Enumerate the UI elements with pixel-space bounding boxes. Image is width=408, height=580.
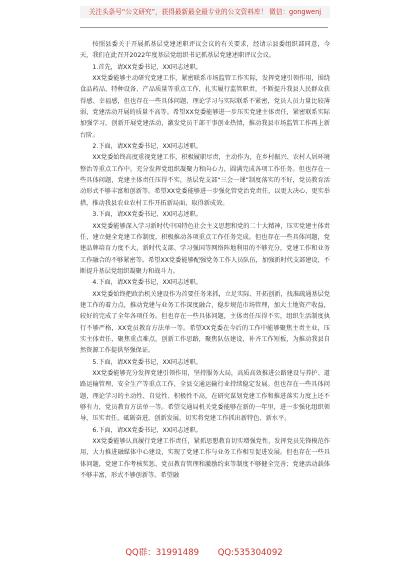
paragraph: 1.首先，请XX党委书记，XX同志述职。 (92, 63, 202, 71)
paragraph: XX党委始终高度重视党建工作，积极履职尽责，主动作为，在乡村振兴、农村人居环境整治等重点工作中，充分发挥党组织凝聚力和向心力，圆满完成各项工作任务。但也存在一些具体问题，党建主体责任压得不实，基层党支部“三会一课”制度落实的不好，党员教育活动形式不够丰富和创新等。希望XX党委能够进一步强化管党治党责任，以更大决心、更实举措，推动我县农业农村工作开拓新局面、取得新成效。 (80, 154, 330, 207)
paragraph: 5.下面，请XX党委书记，XX同志述职。 (92, 358, 202, 366)
paragraph: 3.下面，请XX党委书记，XX同志述职。 (92, 211, 202, 219)
footer-qq: QQ:535304092 (217, 548, 283, 558)
paragraph: XX党委始终把政治机关建设作为首要任务来抓，立足实际、开拓创新，找准疏通基层党建工作的着力点，推动党建与业务工作深度融合，稳步规范市场管理，加大土地资产收益，较好的完成了全年各项任务。但也存在一些具体问题，主体责任压得不实，组织生活制度执行不够严格，XX党员教育方法单一等。希望XX党委在今后的工作中能够聚焦主责主业，压实主体责任，聚焦重点难点，创新工作思路，聚焦队伍建设，补齐工作短板，为推动我县自然资源工作提供坚强保证。 (80, 290, 330, 355)
paragraph: XX党委能够主动研究党建工作，紧密联系市场监管工作实际，发挥党建引领作用，围绕食品药品、特种设备、产品质量等重点工作，扎实履行监管职责，不断提升我县人民群众获得感、幸福感，但也存在一些具体问题，理论学习与实际联系不紧密，党员人员力量比较薄弱，党建活动开展的质量不高等。希望XX党委能够进一步压实党建主体责任，紧密联系实际加强学习，创新开展党建活动，激发党员干部干事创业热情，推动我县市场监管工作再上新台阶。 (80, 75, 330, 139)
paragraph: 6.下面，请XX党委书记，XX同志述职。 (92, 426, 202, 434)
paragraph: 4.下面，请XX党委书记，XX同志述职。 (92, 279, 202, 287)
paragraph: XX党委能够充分发挥党建引领作用，坚持服务大局，高质高效推进公路建设与养护、道路运输管理、安全生产等重点工作，全县交通运输行业持续稳定发展。但也存在一些具体问题，理论学习的主动性、自觉性、积极性不高，在研究谋划党建工作和推进落实力度上还不够有力，党员教育方法单一等。希望交通局机关党委能够在新的一年里，进一步强化组织领导，压实责任，砥砺奋进，创新发展，切实将党建工作抓出新特色、新水平。 (80, 369, 330, 423)
paragraph: 按照县委关于开展抓基层党建述职评议会议的有关要求，经请示县委组织部同意，今天，我们在此召开2022年度基层党组织书记抓基层党建述职评议会议。 (80, 41, 330, 60)
footer-qq-group: QQ群：31991489 (125, 548, 200, 558)
paragraph: XX党委能够深入学习新时代中国特色社会主义思想和党的二十大精神，压实党建主体责任，建立健全党建工作制度，积极推动各项重点工作任务完成。但也存在一些具体问题，党建品牌培育力度不大，新时代支部、学习强国等网络阵地利用的不够充分，党建工作和业务工作融合的不够紧密等。希望XX党委能够配强党务工作人员队伍，加强新时代支部建设，不断提升基层党组织凝聚力和战斗力。 (80, 222, 330, 275)
footer-contact (0, 546, 408, 558)
paragraph: XX党委能够认真履行党建工作责任，紧抓思想教育切实增强党性，发挥党员先锋模范作用，大力推进融媒体中心建设，实现了党建工作与业务工作相互促进发展。但也存在一些具体问题，党建工作考核奖惩、党员教育管理和激励约束等制度不够健全完善；党建活动载体不够丰富，形式不够创新等。希望融 (80, 438, 330, 480)
header-banner: 关注头条号“公文研究”，获得最新最全最专业的公文资料库！ 微信：gongwenj (80, 6, 330, 18)
header-divider (80, 27, 328, 28)
document-body (80, 39, 330, 481)
paragraph: 2.下面，请XX党委书记，XX同志述职。 (92, 143, 202, 151)
